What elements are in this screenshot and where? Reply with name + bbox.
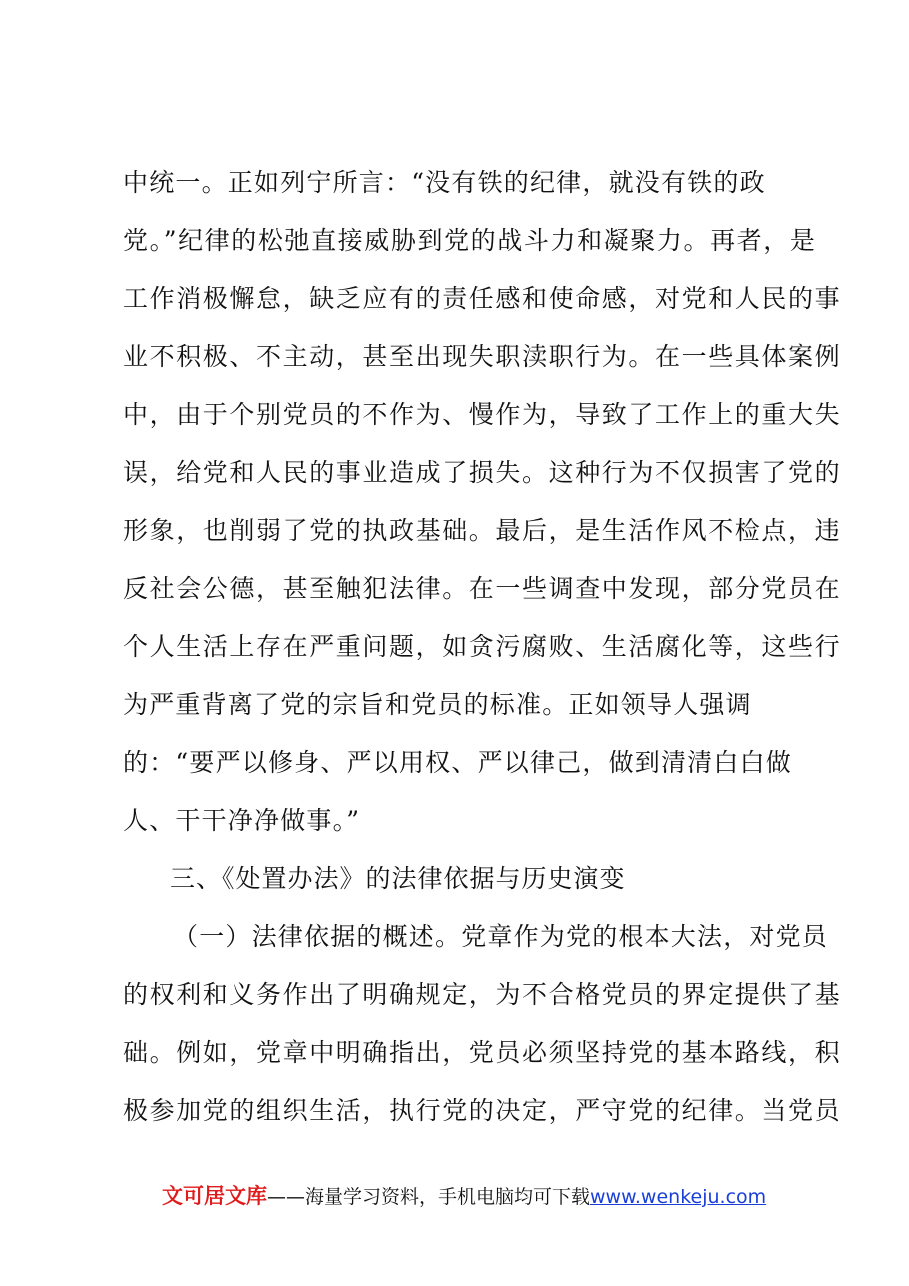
body-line-4: 业不积极、不主动，甚至出现失职渎职行为。在一些具体案例 — [123, 342, 842, 371]
body-line-9: 个人生活上存在严重问题，如贪污腐败、生活腐化等，这些行 — [123, 632, 842, 661]
section-line-2: 的权利和义务作出了明确规定，为不合格党员的界定提供了基 — [123, 980, 842, 1009]
body-line-3: 工作消极懈怠，缺乏应有的责任感和使命感，对党和人民的事 — [123, 284, 842, 313]
body-line-12: 人、干干净净做事。” — [123, 806, 361, 835]
section-line-3: 础。例如，党章中明确指出，党员必须坚持党的基本路线，积 — [123, 1038, 842, 1067]
footer-banner — [162, 1182, 766, 1211]
body-line-1: 中统一。正如列宁所言：“没有铁的纪律，就没有铁的政 — [123, 168, 766, 197]
body-line-11: 的：“要严以修身、严以用权、严以律己，做到清清白白做 — [123, 748, 792, 777]
body-line-2: 党。”纪律的松弛直接威胁到党的战斗力和凝聚力。再者，是 — [123, 226, 817, 255]
body-line-8: 反社会公德，甚至触犯法律。在一些调查中发现，部分党员在 — [123, 574, 842, 603]
section-line-1: （一）法律依据的概述。党章作为党的根本大法，对党员 — [173, 922, 829, 951]
footer-site-link[interactable]: www.wenkeju.com — [590, 1186, 767, 1208]
footer-tagline: ——海量学习资料，手机电脑均可下载 — [267, 1186, 591, 1208]
section-line-4: 极参加党的组织生活，执行党的决定，严守党的纪律。当党员 — [123, 1096, 842, 1125]
body-line-7: 形象，也削弱了党的执政基础。最后，是生活作风不检点，违 — [123, 516, 842, 545]
body-line-6: 误，给党和人民的事业造成了损失。这种行为不仅损害了党的 — [123, 458, 842, 487]
body-line-5: 中，由于个别党员的不作为、慢作为，导致了工作上的重大失 — [123, 400, 842, 429]
footer-brand: 文可居文库 — [162, 1184, 267, 1208]
section-heading: 三、《处置办法》的法律依据与历史演变 — [170, 864, 626, 893]
body-line-10: 为严重背离了党的宗旨和党员的标准。正如领导人强调 — [123, 690, 752, 719]
